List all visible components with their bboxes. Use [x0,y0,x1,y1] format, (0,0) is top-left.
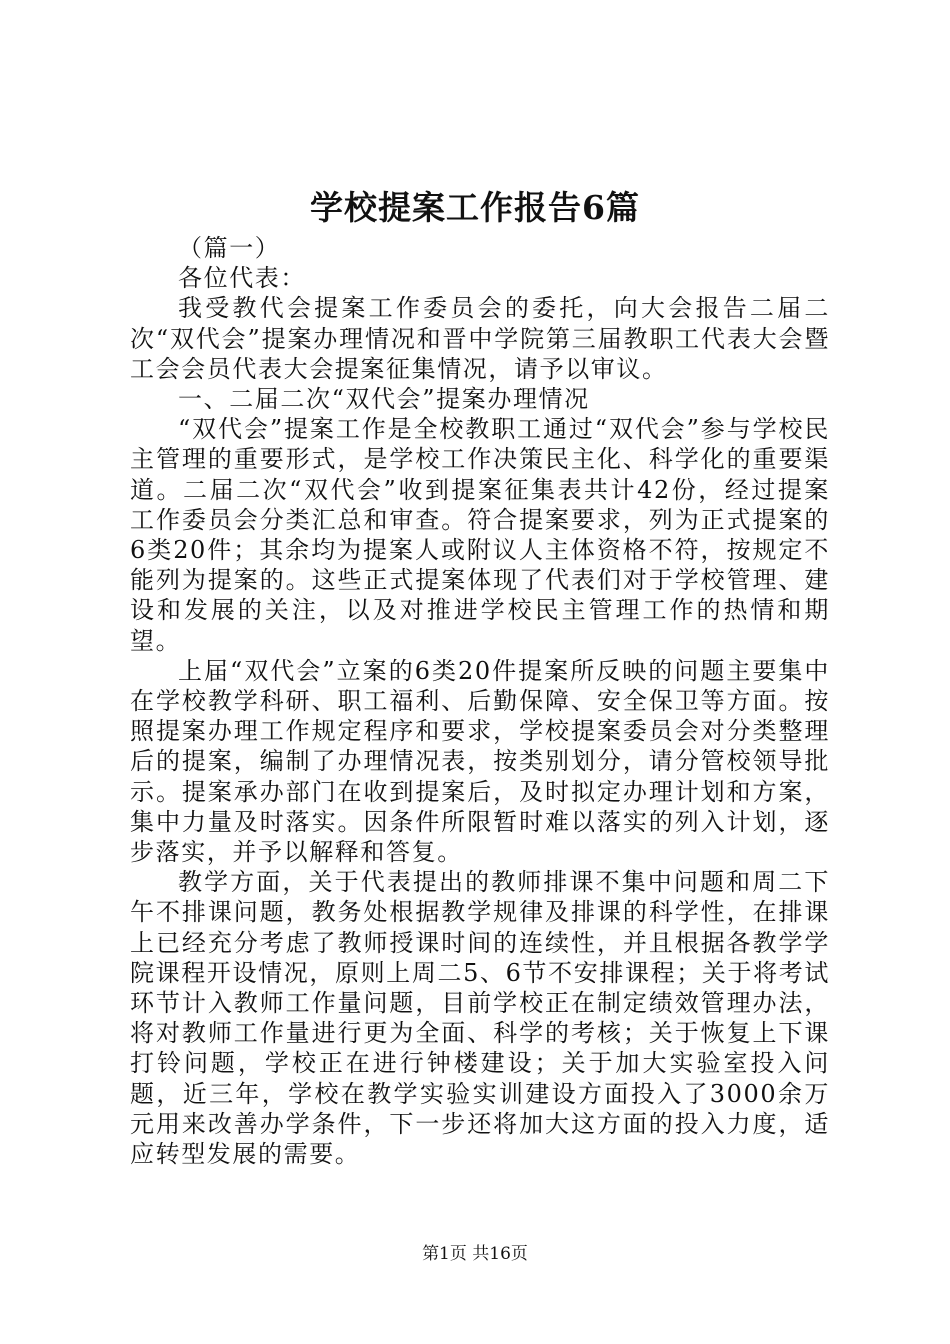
body-paragraph: 上届“双代会”立案的6类20件提案所反映的问题主要集中在学校教学科研、职工福利、后勤保障、安全保卫等方面。按照提案办理工作规定程序和要求，学校提案委员会对分类整理后的提案，编制了办理情况表，按类别划分，请分管校领导批示。提案承办部门在收到提案后，及时拟定办理计划和方案，集中力量及时落实。因条件所限暂时难以落实的列入计划，逐步落实，并予以解释和答复。 [130,656,830,867]
body-paragraph: “双代会”提案工作是全校教职工通过“双代会”参与学校民主管理的重要形式，是学校工作决策民主化、科学化的重要渠道。二届二次“双代会”收到提案征集表共计42份，经过提案工作委员会分类汇总和审查。符合提案要求，列为正式提案的6类20件；其余均为提案人或附议人主体资格不符，按规定不能列为提案的。这些正式提案体现了代表们对于学校管理、建设和发展的关注，以及对推进学校民主管理工作的热情和期望。 [130,415,830,655]
salutation: 各位代表： [178,264,306,293]
intro-paragraph: 我受教代会提案工作委员会的委托，向大会报告二届二次“双代会”提案办理情况和晋中学院第三届教职工代表大会暨工会会员代表大会提案征集情况，请予以审议。 [130,294,830,383]
document-body [130,233,830,1169]
section-heading: 一、二届二次“双代会”提案办理情况 [178,385,590,414]
section-label: （篇一） [178,234,281,262]
document-title: 学校提案工作报告6篇 [310,188,640,227]
page-number-footer: 第1页 共16页 [422,1244,528,1264]
body-paragraph: 教学方面，关于代表提出的教师排课不集中问题和周二下午不排课问题，教务处根据教学规律及排课的科学性，在排课上已经充分考虑了教师授课时间的连续性，并且根据各教学学院课程开设情况，原则上周二5、6节不安排课程；关于将考试环节计入教师工作量问题，目前学校正在制定绩效管理办法，将对教师工作量进行更为全面、科学的考核；关于恢复上下课打铃问题，学校正在进行钟楼建设；关于加大实验室投入问题，近三年，学校在教学实验实训建设方面投入了3000余万元用来改善办学条件，下一步还将加大这方面的投入力度，适应转型发展的需要。 [130,868,830,1169]
